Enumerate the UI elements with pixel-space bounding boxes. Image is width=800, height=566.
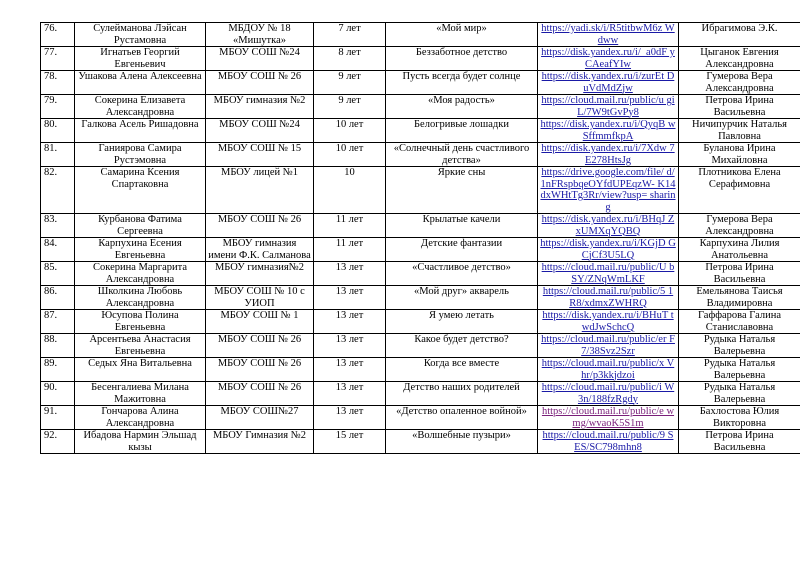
work-link[interactable]: https://yadi.sk/i/R5titbwM6z Wdww [541,23,675,46]
work-link-cell [538,406,679,430]
participant-name-cell: Самарина Ксения Спартаковна [75,167,206,214]
participant-name-cell: Курбанова Фатима Сергеевна [75,214,206,238]
table-row [41,167,800,214]
participant-age-cell: 7 лет [314,23,386,47]
participant-age-cell: 13 лет [314,310,386,334]
row-number-cell: 84. [41,238,75,262]
participant-age-cell: 15 лет [314,430,386,454]
participant-name-cell: Ганиярова Самира Рустэмовна [75,143,206,167]
row-number-cell: 86. [41,286,75,310]
table-row [41,238,800,262]
work-title-cell: Пусть всегда будет солнце [386,71,538,95]
work-link[interactable]: https://disk.yandex.ru/i/zurEt DuVdMdZjw [541,71,675,94]
participant-age-cell: 11 лет [314,238,386,262]
row-number-cell: 81. [41,143,75,167]
school-name-cell: МБОУ СОШ №24 [206,47,314,71]
school-name-cell: МБОУ СОШ № 26 [206,382,314,406]
participant-name-cell: Бесенгалиева Милана Мажитовна [75,382,206,406]
work-link-cell [538,430,679,454]
work-link[interactable]: https://cloud.mail.ru/public/U bSY/ZNqWmLKF [541,262,675,285]
table-row [41,310,800,334]
work-title-cell: Детские фантазии [386,238,538,262]
row-number-cell: 89. [41,358,75,382]
participant-age-cell: 10 лет [314,143,386,167]
table-row [41,23,800,47]
work-title-cell: Крылатые качели [386,214,538,238]
table-row [41,382,800,406]
teacher-name-cell: Петрова Ирина Васильевна [679,95,800,119]
work-link-cell [538,262,679,286]
work-link-cell [538,382,679,406]
teacher-name-cell: Бахлостова Юлия Викторовна [679,406,800,430]
work-link-cell [538,47,679,71]
school-name-cell: МБДОУ № 18 «Мишутка» [206,23,314,47]
work-link-cell [538,310,679,334]
work-link-cell [538,119,679,143]
school-name-cell: МБОУ СОШ № 10 с УИОП [206,286,314,310]
teacher-name-cell: Плотникова Елена Серафимовна [679,167,800,214]
participant-name-cell: Ушакова Алена Алексеевна [75,71,206,95]
row-number-cell: 79. [41,95,75,119]
participant-age-cell: 10 [314,167,386,214]
table-row [41,95,800,119]
participant-name-cell: Сокерина Елизавета Александровна [75,95,206,119]
work-title-cell: Я умею летать [386,310,538,334]
teacher-name-cell: Емельянова Таисья Владимировна [679,286,800,310]
work-link-cell [538,358,679,382]
work-link[interactable]: https://cloud.mail.ru/public/u giL/7W9tGvPy8 [541,95,675,118]
work-link[interactable]: https://cloud.mail.ru/public/er F7/38Svz2Szr [541,334,675,357]
teacher-name-cell: Рудыка Наталья Валерьевна [679,382,800,406]
row-number-cell: 85. [41,262,75,286]
teacher-name-cell: Петрова Ирина Васильевна [679,430,800,454]
table-row [41,71,800,95]
work-link-cell [538,143,679,167]
school-name-cell: МБОУ лицей №1 [206,167,314,214]
participant-age-cell: 13 лет [314,262,386,286]
work-title-cell: «Счастливое детство» [386,262,538,286]
work-link-cell [538,334,679,358]
work-title-cell: Детство наших родителей [386,382,538,406]
table-row [41,143,800,167]
teacher-name-cell: Рудыка Наталья Валерьевна [679,334,800,358]
work-title-cell: «Детство опаленное войной» [386,406,538,430]
work-title-cell: «Волшебные пузыри» [386,430,538,454]
work-link-cell [538,95,679,119]
teacher-name-cell: Гумерова Вера Александровна [679,214,800,238]
row-number-cell: 87. [41,310,75,334]
work-link[interactable]: https://cloud.mail.ru/public/e wmg/wvaoK5S1m [541,406,675,429]
work-title-cell: Когда все вместе [386,358,538,382]
work-link[interactable]: https://disk.yandex.ru/i/_a0dF yCAeafYIw [541,47,675,70]
participant-age-cell: 8 лет [314,47,386,71]
teacher-name-cell: Рудыка Наталья Валерьевна [679,358,800,382]
work-link[interactable]: https://disk.yandex.ru/i/BHqJ ZxUMXqYQBQ [541,214,675,237]
work-title-cell: Яркие сны [386,167,538,214]
work-link-cell [538,214,679,238]
school-name-cell: МБОУ СОШ № 26 [206,71,314,95]
table-row [41,430,800,454]
work-link[interactable]: https://cloud.mail.ru/public/9 SES/SC798mhn8 [542,430,674,453]
school-name-cell: МБОУ СОШ № 26 [206,358,314,382]
participant-name-cell: Юсупова Полина Евгеньевна [75,310,206,334]
participant-age-cell: 13 лет [314,334,386,358]
participant-age-cell: 11 лет [314,214,386,238]
participant-name-cell: Ибадова Нармин Эльшад кызы [75,430,206,454]
participant-age-cell: 10 лет [314,119,386,143]
teacher-name-cell: Гумерова Вера Александровна [679,71,800,95]
table-row [41,358,800,382]
work-link[interactable]: https://cloud.mail.ru/public/i W3n/188fzRgdy [541,382,675,405]
row-number-cell: 92. [41,430,75,454]
table-row [41,214,800,238]
row-number-cell: 91. [41,406,75,430]
participant-age-cell: 13 лет [314,358,386,382]
row-number-cell: 82. [41,167,75,214]
work-link-cell [538,286,679,310]
work-link[interactable]: https://disk.yandex.ru/i/BHuT twdJwSchcQ [542,310,674,333]
row-number-cell: 76. [41,23,75,47]
teacher-name-cell: Ибрагимова Э.К. [679,23,800,47]
teacher-name-cell: Петрова Ирина Васильевна [679,262,800,286]
row-number-cell: 90. [41,382,75,406]
work-link[interactable]: https://cloud.mail.ru/public/5 1R8/xdmxZWHRQ [542,286,674,309]
work-link[interactable]: https://disk.yandex.ru/i/KGjD GCjCf3U5LQ [540,238,676,261]
school-name-cell: МБОУ СОШ № 26 [206,214,314,238]
row-number-cell: 80. [41,119,75,143]
school-name-cell: МБОУ СОШ № 15 [206,143,314,167]
participant-name-cell: Сокерина Маргарита Александровна [75,262,206,286]
participant-age-cell: 13 лет [314,406,386,430]
participant-age-cell: 9 лет [314,71,386,95]
participant-name-cell: Гончарова Алина Александровна [75,406,206,430]
row-number-cell: 88. [41,334,75,358]
table-row [41,262,800,286]
participant-age-cell: 9 лет [314,95,386,119]
school-name-cell: МБОУ СОШ № 26 [206,334,314,358]
school-name-cell: МБОУ гимназия №2 [206,95,314,119]
participant-name-cell: Карпухина Есения Евгеньевна [75,238,206,262]
school-name-cell: МБОУ гимназия№2 [206,262,314,286]
table-row [41,286,800,310]
school-name-cell: МБОУ СОШ№27 [206,406,314,430]
work-link-cell [538,71,679,95]
participant-name-cell: Игнатьев Георгий Евгеньевич [75,47,206,71]
work-link[interactable]: https://cloud.mail.ru/public/x Vhr/p3kkjdzoi [541,358,675,381]
work-title-cell: Белогривые лошадки [386,119,538,143]
participant-name-cell: Седых Яна Витальевна [75,358,206,382]
work-link-cell [538,23,679,47]
participant-name-cell: Школкина Любовь Александровна [75,286,206,310]
work-link[interactable]: https://disk.yandex.ru/i/7Xdw 7E278HtsJg [541,143,675,166]
table-row [41,119,800,143]
work-link[interactable]: https://disk.yandex.ru/i/QyqB wSffmmfkpA [540,119,676,142]
school-name-cell: МБОУ Гимназия №2 [206,430,314,454]
participant-name-cell: Галкова Асель Ришадовна [75,119,206,143]
work-title-cell: Беззаботное детство [386,47,538,71]
table-row [41,406,800,430]
table-row [41,47,800,71]
school-name-cell: МБОУ СОШ №24 [206,119,314,143]
row-number-cell: 78. [41,71,75,95]
participant-age-cell: 13 лет [314,382,386,406]
work-link-cell [538,238,679,262]
school-name-cell: МБОУ СОШ № 1 [206,310,314,334]
work-title-cell: «Мой друг» акварель [386,286,538,310]
participant-age-cell: 13 лет [314,286,386,310]
teacher-name-cell: Карпухина Лилия Анатольевна [679,238,800,262]
school-name-cell: МБОУ гимназия имени Ф.К. Салманова [206,238,314,262]
participants-table [40,22,800,454]
teacher-name-cell: Цыганок Евгения Александровна [679,47,800,71]
teacher-name-cell: Буланова Ирина Михайловна [679,143,800,167]
table-row [41,334,800,358]
teacher-name-cell: Ничипурчик Наталья Павловна [679,119,800,143]
work-title-cell: «Солнечный день счастливого детства» [386,143,538,167]
participant-name-cell: Сулейманова Лэйсан Рустамовна [75,23,206,47]
work-title-cell: «Мой мир» [386,23,538,47]
teacher-name-cell: Гаффарова Галина Станиславовна [679,310,800,334]
work-title-cell: «Моя радость» [386,95,538,119]
work-link-cell [538,167,679,214]
participant-name-cell: Арсентьева Анастасия Евгеньевна [75,334,206,358]
work-link[interactable]: https://drive.google.com/file/ d/1nFRspbqeOYfdUPEqzW- K14dxWHtTg3Rr/view?usp= sharing [540,167,676,213]
row-number-cell: 83. [41,214,75,238]
row-number-cell: 77. [41,47,75,71]
work-title-cell: Какое будет детство? [386,334,538,358]
